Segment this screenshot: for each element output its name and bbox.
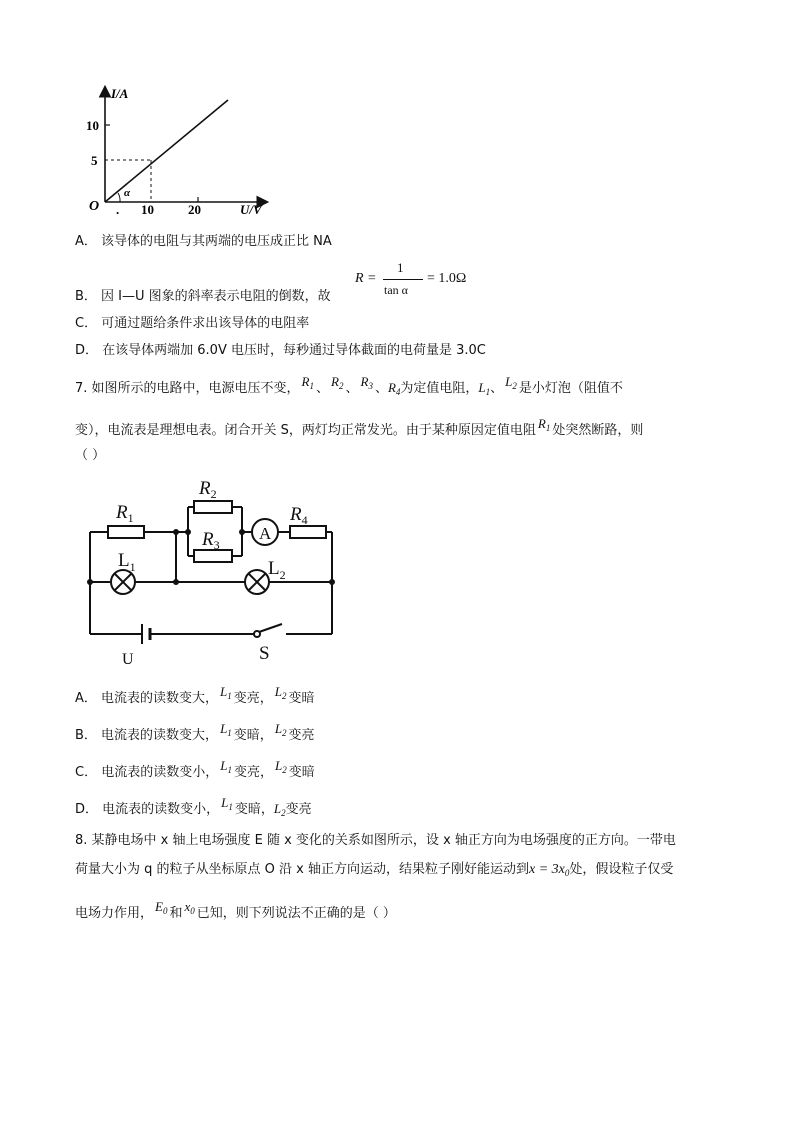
formula-bar: [383, 279, 423, 280]
q6-option-d: D． 在该导体两端加 6.0V 电压时，每秒通过导体截面的电荷量是 3.0C: [75, 343, 486, 358]
angle-label: α: [124, 187, 131, 199]
sym-r1-b: $R_1$: [537, 416, 551, 433]
sym-r3: $R_3$: [360, 374, 373, 391]
q8-stem-line-1: 8. 某静电场中 x 轴上电场强度 E 随 x 变化的关系如图所示，设 x 轴正方向为电场强度的正方向。一带电: [75, 833, 676, 848]
q6-option-a: A． 该导体的电阻与其两端的电压成正比 NA: [75, 234, 332, 249]
q7-stem-line-3: （ ）: [75, 448, 106, 463]
circuit-diagram: [76, 470, 356, 670]
origin-label: O: [89, 199, 100, 214]
q7-option-b: B． 电流表的读数变大， $L_1$ 变暗， $L_2$ 变亮: [75, 721, 315, 743]
q7-stem-line-1: 7. 如图所示的电路中，电源电压不变， $R_1$ 、 $R_2$ 、 $R_3$ 、$R_4$为定值电阻，$L_1$、 $L_2$ 是小灯泡（阻值不: [75, 374, 623, 397]
x-dot-label: .: [116, 202, 120, 217]
x-tick-10: 10: [141, 202, 154, 217]
iu-graph: [78, 80, 278, 220]
x-tick-20: 20: [188, 202, 201, 217]
sym-l2: $L_2$: [505, 374, 517, 391]
label-r4: $R_4$: [290, 504, 308, 527]
resistor-r2: [194, 501, 232, 513]
label-battery: U: [122, 651, 134, 668]
label-switch: S: [259, 643, 270, 664]
y-tick-10: 10: [86, 118, 99, 133]
y-axis-label: I/A: [111, 86, 129, 101]
label-l1: $L_1$: [118, 550, 136, 574]
label-r2: $R_2$: [199, 478, 217, 501]
q7-stem-line-2: 变），电流表是理想电表。闭合开关 S，两灯均正常发光。由于某种原因定值电阻 $R_1$ 处突然断路，则: [75, 416, 644, 438]
label-ammeter: A: [259, 524, 272, 543]
q8-stem-line-3: 电场力作用， $E_0$ 和 $x_0$ 已知，则下列说法不正确的是（ ）: [75, 899, 396, 921]
label-r3: $R_3$: [202, 529, 220, 552]
q8-stem-line-2: 荷量大小为 q 的粒子从坐标原点 O 沿 x 轴正方向运动，结果粒子刚好能运动到$x = 3x_0$处，假设粒子仅受: [75, 862, 674, 878]
q7-option-a: A． 电流表的读数变大， $L_1$ 变亮， $L_2$ 变暗: [75, 684, 315, 706]
q6-option-c: C． 可通过题给条件求出该导体的电阻率: [75, 316, 310, 331]
resistor-r4: [290, 526, 326, 538]
resistor-r1: [108, 526, 144, 538]
label-r1: $R_1$: [116, 502, 134, 525]
formula-rhs: = 1.0Ω: [427, 271, 467, 286]
sym-r2: $R_2$: [331, 374, 344, 391]
q6-option-b: B． 因 I—U 图象的斜率表示电阻的倒数，故: [75, 289, 331, 304]
q7-option-c: C． 电流表的读数变小， $L_1$ 变亮， $L_2$ 变暗: [75, 758, 315, 780]
x-axis-label: U/V: [240, 202, 262, 217]
y-tick-5: 5: [91, 153, 98, 168]
formula-lhs: R =: [355, 271, 377, 286]
formula-denominator: tan α: [384, 283, 408, 297]
formula-numerator: 1: [397, 260, 404, 275]
sym-l1: $L_1$: [478, 380, 491, 397]
switch-blade: [259, 624, 282, 632]
q6-formula: [355, 262, 475, 304]
label-l2: $L_2$: [268, 558, 286, 582]
sym-r4: $R_4$: [387, 380, 401, 397]
q7-option-d: D． 电流表的读数变小， $L_1$ 变暗，$L_2$变亮: [75, 795, 312, 818]
sym-r1: $R_1$: [301, 374, 314, 391]
